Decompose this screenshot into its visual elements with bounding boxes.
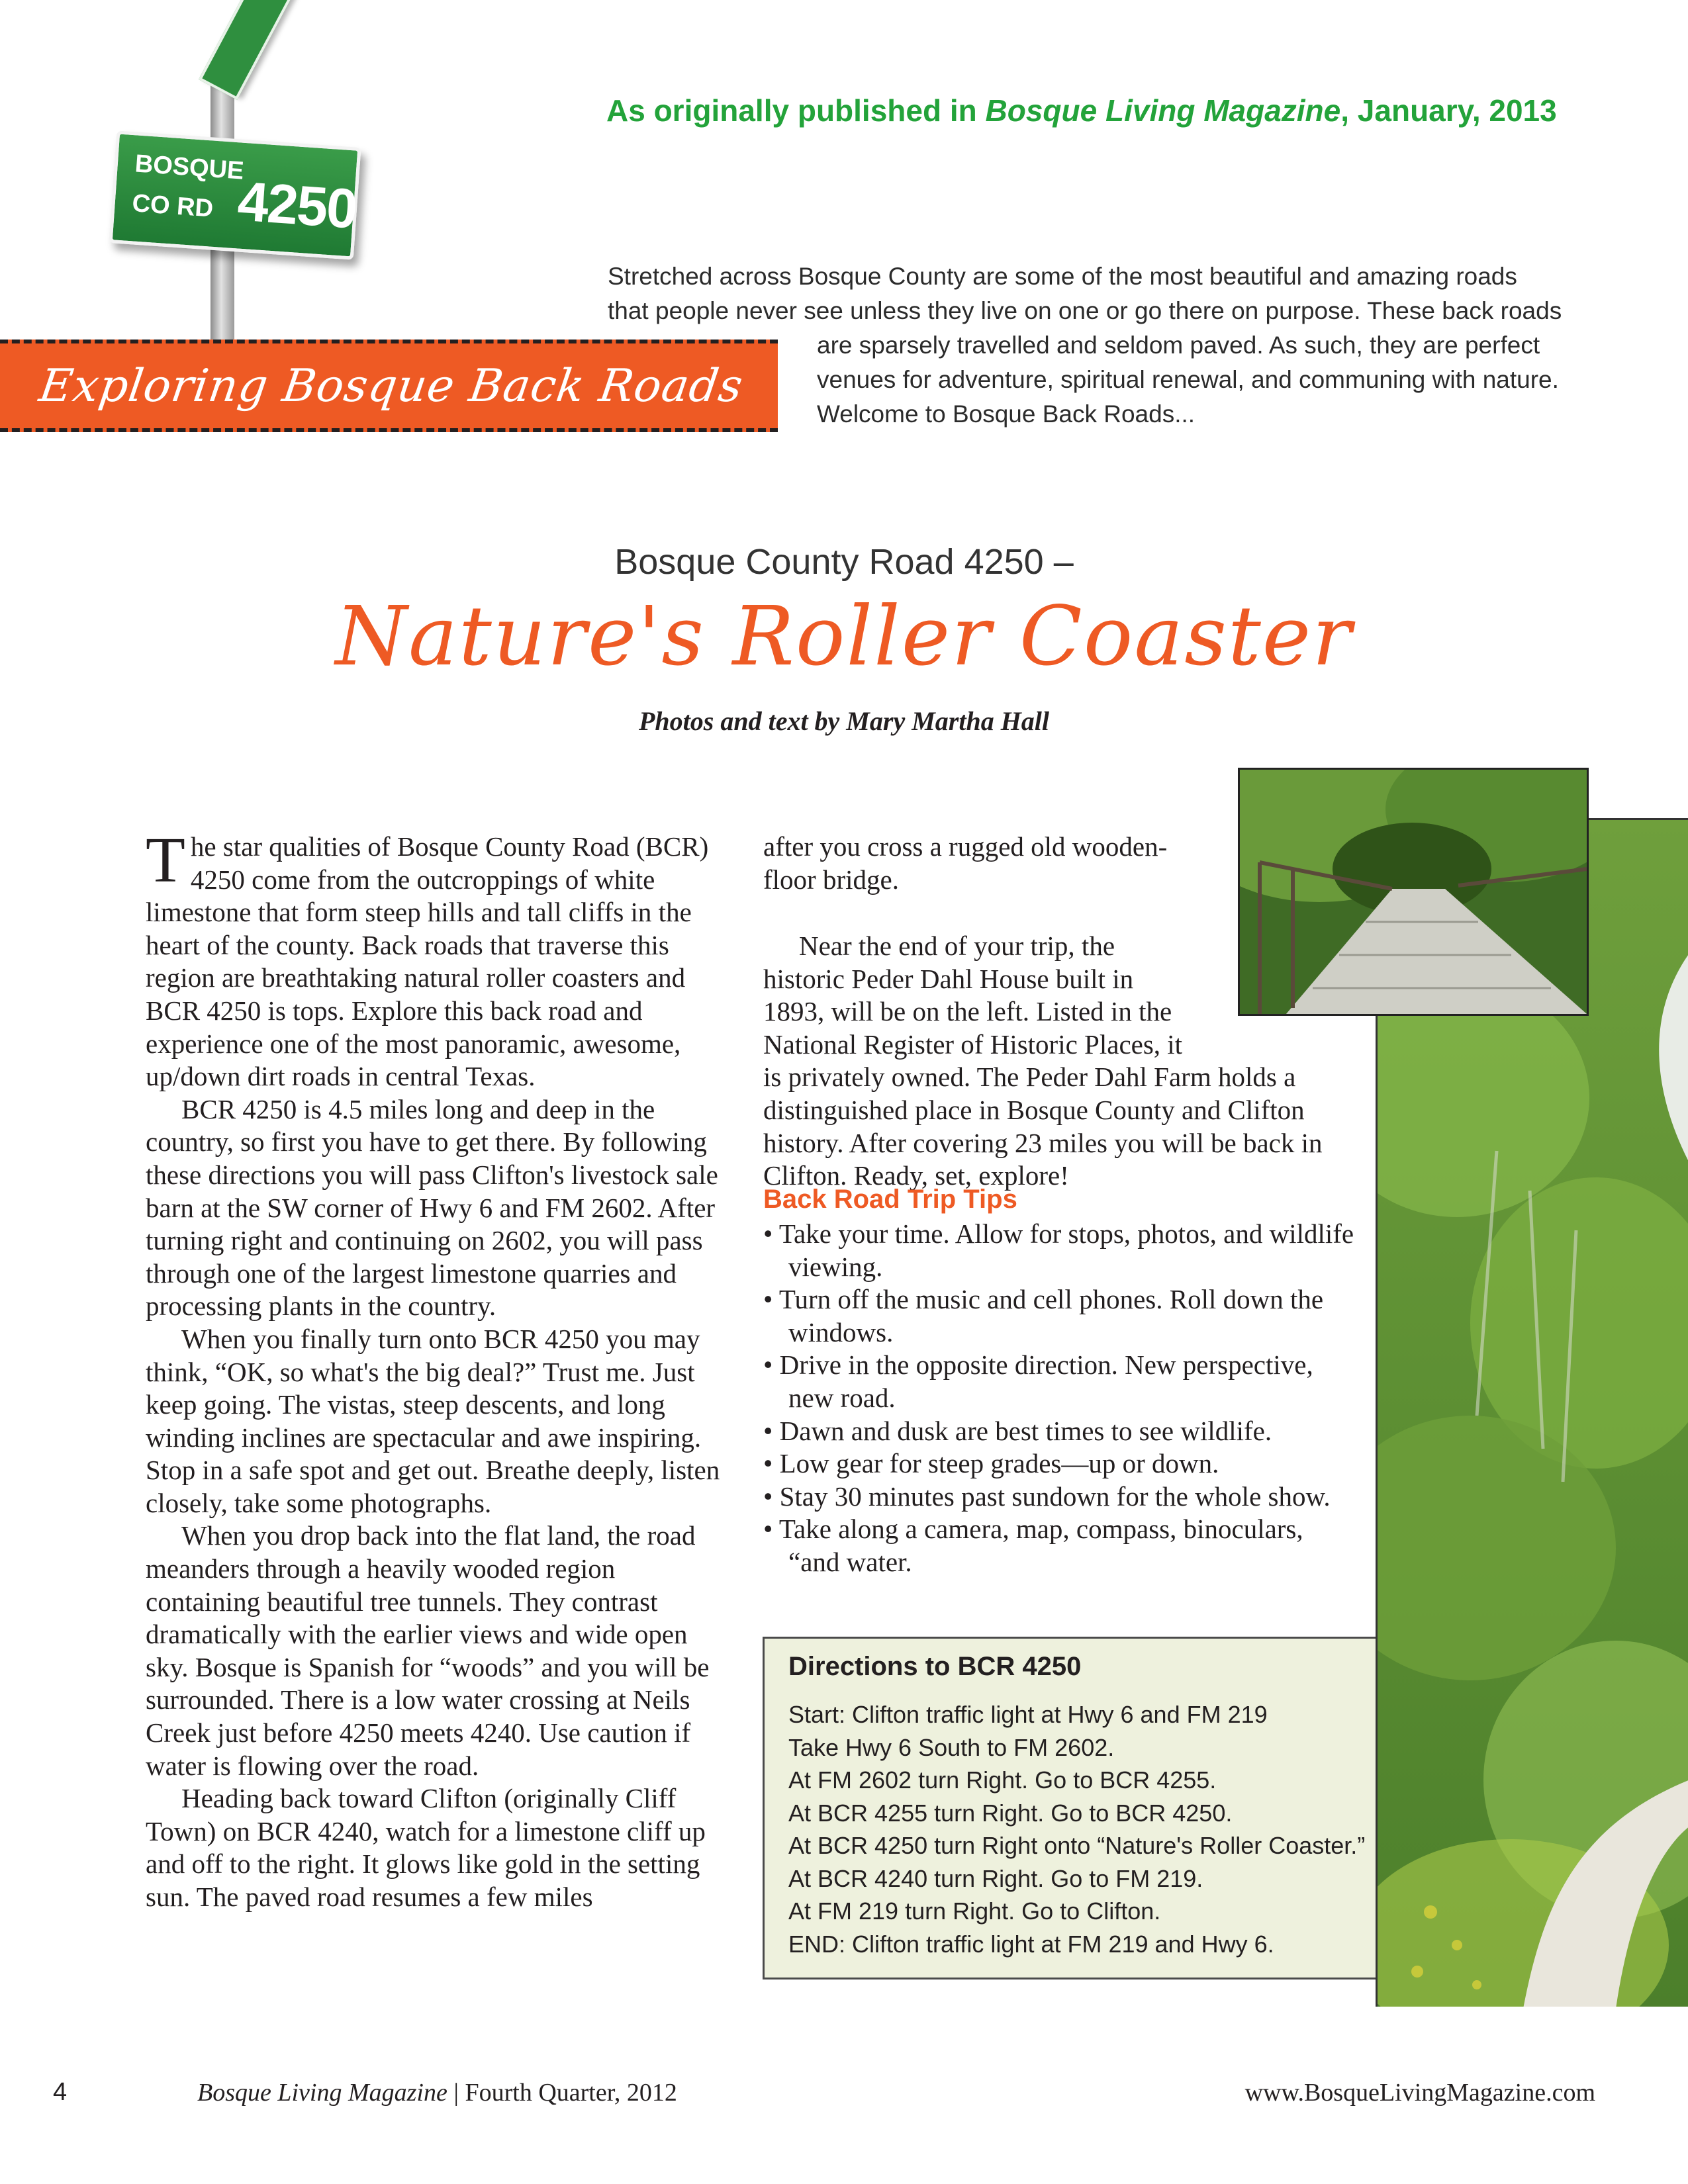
sign-line-1: BOSQUE [134,150,245,185]
direction-step: At BCR 4240 turn Right. Go to FM 219. [788,1864,1203,1892]
direction-step: At BCR 4255 turn Right. Go to BCR 4250. [788,1799,1233,1827]
directions-list [788,1698,1365,1960]
drop-cap: T [146,825,185,896]
directions-box [763,1637,1420,1979]
street-sign [109,130,361,259]
tip-item: • Turn off the music and cell phones. Roll down the windows. [763,1284,1324,1347]
intro-text-bottom: are sparsely travelled and seldom paved. As such, they are perfect venues for adventure, spiritual renewal, and communing with nature. Welcome to Bosque Back Roads... [817,332,1559,428]
paragraph-2: BCR 4250 is 4.5 miles long and deep in the country, so first you have to get there. By following these directions you will pass Clifton's livestock sale barn at the SW corner of Hwy 6 and FM 2602. After turning right and continuing on 2602, you will pass through one of the largest limestone quarries and processing plants in the country. [146,1093,718,1322]
sign-line-2: CO RD [131,189,214,223]
paragraph-4: When you drop back into the flat land, the road meanders through a heavily wooded region containing beautiful tree tunnels. They contrast dramatically with the earlier views and wide open sky. Bosque is Spanish for “woods” and you will be surrounded. There is a low water crossing at Neils Creek just before 4250 meets 4240. Use caution if water is flowing over the road. [146,1520,710,1781]
tip-item: • Low gear for steep grades—up or down. [763,1448,1219,1479]
tip-item: • Take your time. Allow for stops, photos, and wildlife viewing. [763,1218,1354,1282]
street-sign-top [199,0,311,100]
footer-magazine: Bosque Living Magazine | Fourth Quarter, 2012 [197,2079,677,2107]
paragraph-5: Heading back toward Clifton (originally Cliff Town) on BCR 4240, watch for a limestone cliff up and off to the right. It glows like gold in the setting sun. The paved road resumes a few miles [146,1783,706,1912]
tip-item: • Dawn and dusk are best times to see wildlife. [763,1415,1272,1446]
article-title: Nature's Roller Coaster [335,589,1353,684]
tip-item: • Drive in the opposite direction. New perspective, new road. [763,1349,1313,1413]
article-byline: Photos and text by Mary Martha Hall [638,706,1050,736]
sign-number: 4250 [236,169,359,240]
footer-url: www.BosqueLivingMagazine.com [1244,2079,1595,2107]
direction-step: Start: Clifton traffic light at Hwy 6 and FM 219 [788,1701,1268,1728]
bridge-photo-art [1240,770,1587,1014]
direction-step: At FM 2602 turn Right. Go to BCR 4255. [788,1766,1217,1794]
section-banner [0,340,778,432]
paragraph-6: Near the end of your trip, the historic Peder Dahl House built in 1893, will be on the left. Listed in the National Register of Historic Places, it is privately owned. The Peder Dahl Farm holds a distinguished place in Bosque County and Clifton history. After covering 23 miles you will be back in Clifton. Ready, set, explore! [763,931,1323,1191]
page-number: 4 [53,2078,68,2106]
directions-heading: Directions to BCR 4250 [788,1652,1082,1681]
direction-step: At FM 219 turn Right. Go to Clifton. [788,1897,1161,1925]
direction-step: Take Hwy 6 South to FM 2602. [788,1733,1115,1761]
article-column-2-top: after you cross a rugged old wooden- floor bridge. [763,831,1168,895]
direction-step: At BCR 4250 turn Right onto “Nature's Roller Coaster.” [788,1832,1366,1859]
tip-item: • Take along a camera, map, compass, binoculars, “and water. [763,1514,1303,1577]
direction-step: END: Clifton traffic light at FM 219 and Hwy 6. [788,1930,1274,1958]
wooden-bridge-photo [1238,768,1589,1016]
paragraph-1: The star qualities of Bosque County Road (BCR) 4250 come from the outcroppings of white limestone that form steep hills and tall cliffs in the heart of the county. Back roads that traverse this region are breathtaking natural roller coasters and BCR 4250 is tops. Explore this back road and experience one of the most panoramic, awesome, up/down dirt roads in central Texas. [146,825,709,1092]
article-kicker: Bosque County Road 4250 – [614,542,1074,582]
tips-list [763,1218,1359,1579]
tips-heading: Back Road Trip Tips [763,1185,1017,1214]
publication-note: As originally published in Bosque Living Magazine, January, 2013 [606,93,1557,128]
intro-text-top: Stretched across Bosque County are some of the most beautiful and amazing roads that people never see unless they live on one or go there on purpose. These back roads [608,263,1562,324]
tip-item: • Stay 30 minutes past sundown for the whole show. [763,1480,1331,1512]
banner-text: Exploring Bosque Back Roads [36,359,747,412]
paragraph-3: When you finally turn onto BCR 4250 you may think, “OK, so what's the big deal?” Trust me. Just keep going. The vistas, steep descents, and long winding inclines are spectacular and awe inspiring. Stop in a safe spot and get out. Breathe deeply, listen closely, take some photographs. [146,1323,720,1518]
article-column-1 [146,825,728,1914]
